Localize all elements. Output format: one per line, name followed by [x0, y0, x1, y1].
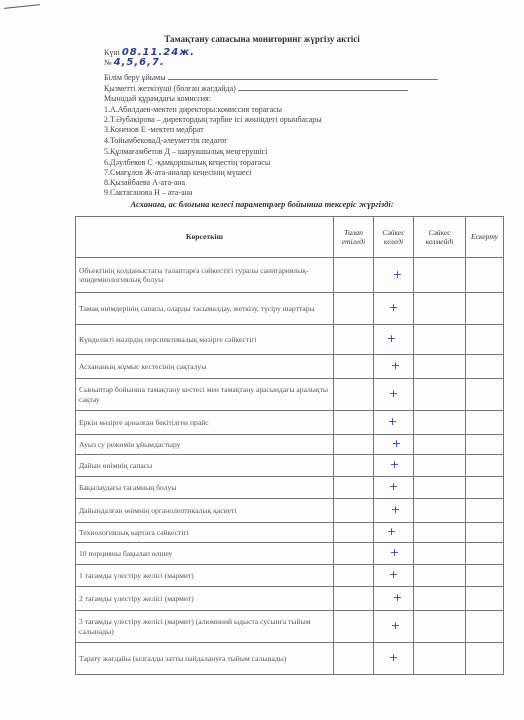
table-row [76, 411, 504, 435]
noncompliant-cell [414, 499, 466, 523]
compliance-check-mark: + [391, 437, 402, 451]
compliant-cell [374, 435, 414, 455]
compliant-cell [374, 643, 414, 675]
table-row [76, 611, 504, 643]
column-header-required: Талап етіледі [334, 217, 374, 258]
note-cell [466, 435, 504, 455]
note-cell [466, 411, 504, 435]
table-row [76, 477, 504, 499]
table-row [76, 258, 504, 293]
indicator-cell: Тамақ өнімдерінің сапасы, оларды тасымалдау, жеткізу, түсіру шарттары [76, 293, 334, 325]
indicator-cell: Асхананың жұмыс кестесінің сақталуы [76, 355, 334, 379]
noncompliant-cell [414, 565, 466, 587]
noncompliant-cell [414, 455, 466, 477]
note-cell [466, 523, 504, 543]
supplier-line [104, 82, 408, 94]
indicator-cell: Дайын өнімнің сапасы [76, 455, 334, 477]
compliance-check-mark: + [388, 651, 399, 665]
commission-member: 3.Коненов Е -мектеп медбрат [104, 125, 204, 134]
compliance-check-mark: + [390, 359, 401, 373]
indicator-cell: Тарату жағдайы (ылғалды затты пайдалануға тыйым салынады) [76, 643, 334, 675]
number-value: 4,5,6,7. [113, 57, 165, 68]
noncompliant-cell [414, 411, 466, 435]
indicator-cell: Объектінің қолданыстағы талаптарға сәйкестігі туралы санитариялық-эпидемиологиялық болуы [76, 258, 334, 293]
indicator-cell: Сыныптар бойынша тамақтану кестесі мен тамақтану арасындағы аралықты сақтау [76, 379, 334, 411]
column-header-indicator: Көрсеткіш [76, 217, 334, 258]
required-cell [334, 565, 374, 587]
note-cell [466, 543, 504, 565]
table-header-row [76, 217, 504, 258]
noncompliant-cell [414, 435, 466, 455]
commission-member: 1.А.Абилдаев-мектеп директоры:комиссия төрағасы [104, 105, 283, 114]
noncompliant-cell [414, 611, 466, 643]
compliance-check-mark: + [386, 525, 397, 539]
noncompliant-cell [414, 379, 466, 411]
noncompliant-cell [414, 325, 466, 355]
compliance-check-mark: + [390, 619, 401, 633]
number-line [104, 58, 165, 68]
table-row [76, 379, 504, 411]
commission-member: 5.Құлмағамбетов Д – шаруашылық меңгерушісі [104, 147, 268, 156]
table-row [76, 587, 504, 611]
school-label: Білім беру ұйымы [104, 73, 166, 82]
compliance-check-mark: + [392, 591, 403, 605]
column-header-note: Ескерту [466, 217, 504, 258]
compliant-cell [374, 355, 414, 379]
table-row [76, 523, 504, 543]
compliant-cell [374, 611, 414, 643]
compliant-cell [374, 379, 414, 411]
column-header-compliant: Сәйкес келеді [374, 217, 414, 258]
note-cell [466, 587, 504, 611]
date-value: 08.11.24ж. [121, 47, 195, 58]
commission-member: 6.Дәулбеков С -қамқоршылық кеңестің төрағасы [104, 158, 271, 167]
noncompliant-cell [414, 523, 466, 543]
indicator-cell: Күнделікті мәзірдің перспективалық мәзірге сәйкестігі [76, 325, 334, 355]
note-cell [466, 611, 504, 643]
compliant-cell [374, 587, 414, 611]
required-cell [334, 435, 374, 455]
compliance-check-mark: + [389, 546, 400, 560]
note-cell [466, 293, 504, 325]
commission-member: 8.Қызайбаева А-ата-ана [104, 178, 186, 187]
school-fill-line [168, 71, 438, 80]
required-cell [334, 643, 374, 675]
required-cell [334, 325, 374, 355]
compliance-check-mark: + [388, 387, 399, 401]
noncompliant-cell [414, 543, 466, 565]
commission-member: 9.Сактаганова Н – ата-ана [104, 188, 193, 197]
table-row [76, 455, 504, 477]
compliant-cell [374, 523, 414, 543]
note-cell [466, 477, 504, 499]
column-header-noncompliant: Сәйкес келмейді [414, 217, 466, 258]
indicator-cell: 2 тағамды үлестіру желісі (мармит) [76, 587, 334, 611]
required-cell [334, 455, 374, 477]
required-cell [334, 523, 374, 543]
noncompliant-cell [414, 587, 466, 611]
table-row [76, 499, 504, 523]
required-cell [334, 611, 374, 643]
required-cell [334, 258, 374, 293]
compliance-check-mark: + [388, 480, 399, 494]
compliance-check-mark: + [390, 503, 401, 517]
date-label: Күні [104, 48, 120, 57]
indicator-cell: Ауыз су режимін ұйымдастыру [76, 435, 334, 455]
noncompliant-cell [414, 355, 466, 379]
note-cell [466, 455, 504, 477]
supplier-label: Қызметті жеткізуші (болған жағдайда) [104, 84, 236, 93]
compliance-check-mark: + [386, 332, 397, 346]
scan-edge-mark [4, 4, 40, 9]
commission-member: 7.Смағұлов Ж-ата-аналар кеңесінің мүшесі [104, 168, 252, 177]
compliant-cell [374, 411, 414, 435]
required-cell [334, 411, 374, 435]
required-cell [334, 543, 374, 565]
compliance-check-mark: + [388, 301, 399, 315]
table-row [76, 435, 504, 455]
table-row [76, 293, 504, 325]
note-cell [466, 643, 504, 675]
indicator-cell: Технологиялық картаға сәйкестігі [76, 523, 334, 543]
required-cell [334, 587, 374, 611]
indicator-cell: 10 порцияны бақылап өлшеу [76, 543, 334, 565]
note-cell [466, 258, 504, 293]
required-cell [334, 477, 374, 499]
compliant-cell [374, 293, 414, 325]
compliant-cell [374, 565, 414, 587]
compliant-cell [374, 543, 414, 565]
required-cell [334, 293, 374, 325]
indicator-cell: Бақылаудағы тағамның болуы [76, 477, 334, 499]
number-label: № [104, 58, 112, 67]
noncompliant-cell [414, 643, 466, 675]
required-cell [334, 355, 374, 379]
note-cell [466, 355, 504, 379]
compliant-cell [374, 258, 414, 293]
table-row [76, 565, 504, 587]
compliance-check-mark: + [392, 267, 403, 281]
compliant-cell [374, 499, 414, 523]
noncompliant-cell [414, 293, 466, 325]
inspection-table [75, 216, 504, 675]
table-row [76, 325, 504, 355]
note-cell [466, 565, 504, 587]
table-row [76, 355, 504, 379]
indicator-cell: 3 тағамды үлестіру желісі (мармит) (алюминий ыдыста сусынға тыйым салынады) [76, 611, 334, 643]
note-cell [466, 325, 504, 355]
compliant-cell [374, 455, 414, 477]
required-cell [334, 499, 374, 523]
table-row [76, 543, 504, 565]
compliance-check-mark: + [389, 458, 400, 472]
document-title: Тамақтану сапасына мониторинг жүргізу актісі [164, 34, 360, 44]
note-cell [466, 379, 504, 411]
compliance-check-mark: + [388, 568, 399, 582]
table-row [76, 643, 504, 675]
compliant-cell [374, 477, 414, 499]
noncompliant-cell [414, 258, 466, 293]
indicator-cell: Дайындалған өнімнің органолептикалық қасиеті [76, 499, 334, 523]
commission-member: 4.ТойымбековаД-әлеуметтік педагог [104, 136, 228, 145]
noncompliant-cell [414, 477, 466, 499]
commission-heading: Мынадай құрамдағы комиссия: [104, 94, 211, 103]
commission-member: 2.Т.Әубәкірова – директордың тәрбие ісі жөніндегі орынбасары [104, 115, 322, 124]
note-cell [466, 499, 504, 523]
required-cell [334, 379, 374, 411]
indicator-cell: 1 тағамды үлестіру желісі (мармит) [76, 565, 334, 587]
indicator-cell: Еркін мәзірге арналған бекітілген прайс [76, 411, 334, 435]
compliant-cell [374, 325, 414, 355]
compliance-check-mark: + [387, 415, 398, 429]
inspection-subtitle: Асханаға, ас блоғына келесі параметрлер бойынша тексеріс жүргізді: [130, 199, 394, 209]
supplier-fill-line [238, 82, 408, 91]
